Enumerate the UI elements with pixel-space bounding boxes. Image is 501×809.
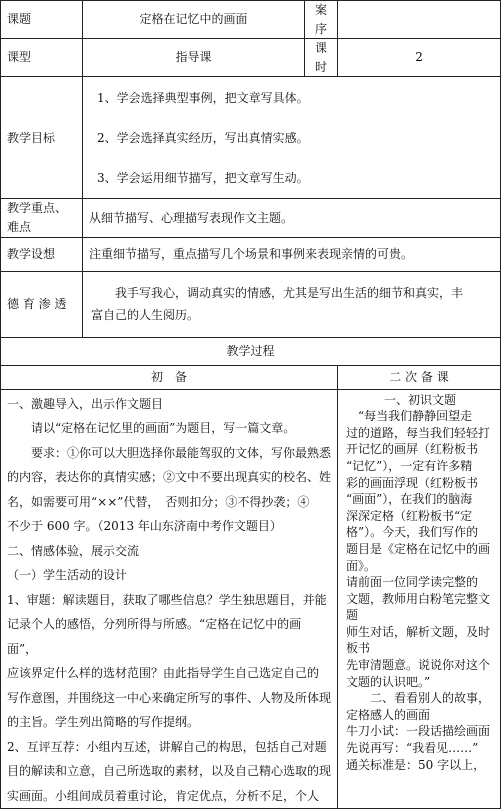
- text-line: 一、激趣导入，出示作文题目: [7, 396, 164, 411]
- text-line: 定格感人的画面: [346, 707, 431, 722]
- text-line: “记忆”），一定有许多精: [346, 458, 473, 473]
- text-line: 彩的画面浮现（红粉板书: [346, 475, 479, 490]
- text-line: 题目是《定格在记忆中的画: [346, 541, 491, 556]
- text-line: 通关标准是：50 字以上，: [346, 757, 486, 772]
- label-periods: 课时: [305, 39, 338, 77]
- value-key-points: 从细节描写、心理描写表现作文主题。: [83, 199, 501, 237]
- label-moral: 德 育 渗 透: [1, 271, 83, 337]
- text-line: 记录个人的感悟，分列所得与所感。“定格在记忆中的画面”，: [7, 617, 302, 656]
- text-line: 要求：①你可以大胆选择你最能驾驭的文体，写你最熟悉: [7, 445, 332, 460]
- text-line: 1、审题：解读题目，获取了哪些信息？学生独思题目，并能: [7, 592, 327, 607]
- text-line: 二、情感体验，展示交流: [7, 543, 140, 558]
- label-sequence: 案序: [305, 1, 338, 39]
- value-type: 指导课: [83, 39, 305, 77]
- value-sequence: [338, 1, 501, 39]
- text-line: 面》。: [346, 558, 377, 573]
- objective-item: 3、学会运用细节描写，把文章写生动。: [97, 170, 309, 185]
- row-process-heads: [1, 365, 501, 389]
- text-line: 先审清题意。说说你对这个: [346, 658, 491, 673]
- text-line: 应该界定什么样的选材范围？由此指导学生自己选定自己的: [7, 666, 320, 681]
- row-type: [1, 39, 501, 77]
- objectives-cell: [83, 77, 501, 199]
- label-topic: 课题: [1, 1, 83, 39]
- text-line: 的主旨。学生列出简略的写作提纲。: [7, 715, 200, 730]
- text-line: （一）学生活动的设计: [7, 568, 128, 583]
- text-line: 二、看看别人的故事，: [346, 691, 491, 706]
- text-line: 文题，教师用白粉笔完整文: [346, 591, 491, 606]
- value-moral: [83, 271, 501, 337]
- text-line: 请前面一位同学读完整的: [346, 575, 479, 590]
- text-line: 目的解读和立意，自己所选取的素材，以及自己精心选取的现: [7, 764, 332, 779]
- row-process-title: [1, 337, 501, 365]
- second-prep-heading: 二 次 备 课: [338, 365, 501, 389]
- text-line: 名，如需要可用“××”代替， 否则扣分；③不得抄袭；④: [7, 494, 310, 509]
- text-line: 开记忆的画屏（红粉板书: [346, 442, 479, 457]
- text-line: “画面”），在我们的脑海: [346, 492, 473, 507]
- text-line: 板书: [346, 641, 371, 656]
- initial-prep-heading: 初 备: [1, 365, 338, 389]
- value-topic: 定格在记忆中的画面: [83, 1, 305, 39]
- initial-prep-content: [1, 389, 338, 809]
- label-objectives: 教学目标: [1, 77, 83, 199]
- text-line: 文题的认识吧。”: [346, 674, 431, 689]
- label-type: 课型: [1, 39, 83, 77]
- label-design: 教学设想: [1, 237, 83, 271]
- label-key-points: 教学重点、难点: [1, 199, 83, 237]
- text-line: 先说再写：“我看见……”: [346, 741, 479, 756]
- objective-item: 1、学会选择典型事例，把文章写具体。: [97, 90, 309, 105]
- row-moral: [1, 271, 501, 337]
- value-design: 注重细节描写，重点描写几个场景和事例来表现亲情的可贵。: [83, 237, 501, 271]
- process-title: 教学过程: [1, 337, 501, 365]
- text-line: 深深定格（红粉板书“定: [346, 508, 473, 523]
- text-line: 过的道路，每当我们轻轻打: [346, 425, 491, 440]
- value-periods: 2: [338, 39, 501, 77]
- objective-item: 2、学会选择真实经历，写出真情实感。: [97, 130, 309, 145]
- text-line: 2、互评互荐：小组内互述，讲解自己的构思，包括自己对题: [7, 739, 327, 754]
- text-line: 写作意图，并围绕这一中心来确定所写的事件、人物及所体现: [7, 690, 332, 705]
- text-line: “每当我们静静回望走: [346, 409, 473, 424]
- row-process-body: [1, 389, 501, 809]
- moral-line: 我手写我心，调动真实的情感，尤其是写出生活的细节和真实，丰: [115, 286, 464, 301]
- text-line: 牛刀小试：一段话描绘画面: [346, 724, 491, 739]
- second-prep-content: [338, 389, 501, 809]
- row-key-points: [1, 199, 501, 237]
- row-objectives: [1, 77, 501, 199]
- text-line: 请以“定格在记忆里的画面”为题目，写一篇文章。: [7, 421, 296, 436]
- row-design: [1, 237, 501, 271]
- row-title: [1, 1, 501, 39]
- text-line: 不少于 600 字。（2013 年山东济南中考作文题目）: [7, 519, 282, 534]
- text-line: 的内容，表达你的真情实感；②文中不要出现真实的校名、姓: [7, 470, 332, 485]
- text-line: 题: [346, 608, 359, 623]
- text-line: 一、初识文题: [384, 392, 457, 407]
- moral-line: 富自己的人生阅历。: [91, 308, 200, 323]
- text-line: 格”）。今天，我们写作的: [346, 525, 479, 540]
- text-line: 实画面。小组间成员着重讨论，肯定优点，分析不足，个人: [7, 788, 320, 803]
- text-line: 师生对话，解析文题，及时: [346, 624, 491, 639]
